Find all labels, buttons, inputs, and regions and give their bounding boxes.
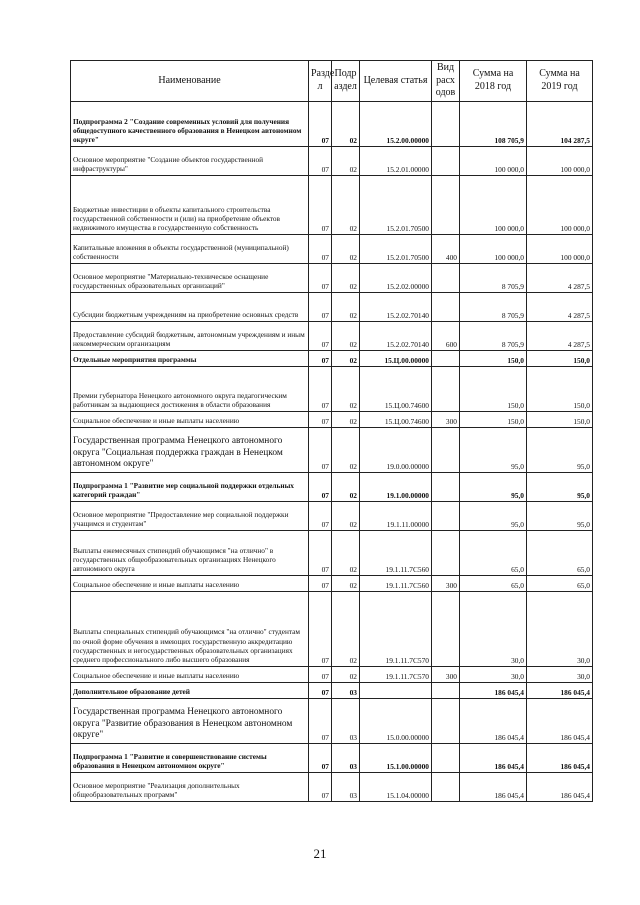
row-sum-2019: 4 287,5 (527, 263, 593, 292)
row-target: 15.Ц.00.74600 (360, 411, 432, 427)
row-vid (432, 698, 460, 743)
row-sum-2019: 100 000,0 (527, 175, 593, 234)
row-sum-2019: 186 045,4 (527, 698, 593, 743)
row-podrazdel: 03 (332, 682, 360, 698)
row-sum-2018: 65,0 (460, 530, 527, 575)
table-row (71, 591, 593, 666)
row-vid (432, 530, 460, 575)
row-sum-2018: 186 045,4 (460, 682, 527, 698)
row-sum-2018: 100 000,0 (460, 146, 527, 175)
row-sum-2018: 186 045,4 (460, 772, 527, 801)
row-name: Премии губернатора Ненецкого автономного округа педагогическим работникам за выдающиеся достижения в области образования (71, 366, 309, 411)
row-target: 15.2.01.70500 (360, 234, 432, 263)
table-row (71, 575, 593, 591)
row-sum-2019: 186 045,4 (527, 743, 593, 772)
row-name: Социальное обеспечение и иные выплаты населению (71, 411, 309, 427)
header-podrazdel: Подр аздел (332, 61, 360, 102)
row-name: Выплаты специальных стипендий обучающимся "на отлично" студентам по очной форме обучения в имеющих государственную аккредитацию государственных и негосударственных образовательных организациях среднего профессионального либо высшего образования (71, 591, 309, 666)
row-vid: 300 (432, 666, 460, 682)
row-name: Государственная программа Ненецкого автономного округа "Развитие образования в Ненецком автономном округе" (71, 698, 309, 743)
row-target: 15.2.01.00000 (360, 146, 432, 175)
row-razdel: 07 (309, 575, 332, 591)
table-row (71, 175, 593, 234)
row-razdel: 07 (309, 530, 332, 575)
row-sum-2019: 95,0 (527, 472, 593, 501)
row-sum-2018: 95,0 (460, 472, 527, 501)
row-target: 15.1.00.00000 (360, 743, 432, 772)
row-target: 15.1.04.00000 (360, 772, 432, 801)
row-podrazdel: 02 (332, 472, 360, 501)
row-sum-2019: 65,0 (527, 530, 593, 575)
row-target: 19.1.11.7С560 (360, 575, 432, 591)
row-razdel: 07 (309, 263, 332, 292)
row-podrazdel: 02 (332, 292, 360, 321)
row-sum-2019: 150,0 (527, 411, 593, 427)
row-name: Подпрограмма 2 "Создание современных условий для получения общедоступного качественного образования в Ненецком автономном округе" (71, 101, 309, 146)
table-row (71, 743, 593, 772)
table-row (71, 772, 593, 801)
row-razdel: 07 (309, 427, 332, 472)
header-sum-2019: Сумма на 2019 год (527, 61, 593, 102)
table-row (71, 234, 593, 263)
row-name: Предоставление субсидий бюджетным, автономным учреждениям и иным некоммерческим организациям (71, 321, 309, 350)
row-razdel: 07 (309, 366, 332, 411)
row-sum-2018: 95,0 (460, 501, 527, 530)
row-vid (432, 472, 460, 501)
row-sum-2018: 8 705,9 (460, 263, 527, 292)
row-podrazdel: 02 (332, 146, 360, 175)
row-sum-2019: 4 287,5 (527, 292, 593, 321)
row-podrazdel: 03 (332, 743, 360, 772)
header-target: Целевая статья (360, 61, 432, 102)
row-target: 19.1.11.00000 (360, 501, 432, 530)
row-razdel: 07 (309, 591, 332, 666)
row-podrazdel: 02 (332, 530, 360, 575)
row-podrazdel: 02 (332, 591, 360, 666)
table-row (71, 263, 593, 292)
row-name: Государственная программа Ненецкого автономного округа "Социальная поддержка граждан в Ненецком автономном округе" (71, 427, 309, 472)
row-target: 19.0.00.00000 (360, 427, 432, 472)
row-vid (432, 175, 460, 234)
row-sum-2018: 30,0 (460, 591, 527, 666)
row-target: 15.Ц.00.00000 (360, 350, 432, 366)
row-target: 15.2.02.70140 (360, 321, 432, 350)
table-row (71, 321, 593, 350)
row-razdel: 07 (309, 175, 332, 234)
row-name: Подпрограмма 1 "Развитие и совершенствование системы образования в Ненецком автономном округе" (71, 743, 309, 772)
row-razdel: 07 (309, 234, 332, 263)
row-podrazdel: 02 (332, 427, 360, 472)
table-row (71, 101, 593, 146)
row-vid: 300 (432, 411, 460, 427)
row-razdel: 07 (309, 101, 332, 146)
row-name: Основное мероприятие "Предоставление мер социальной поддержки учащимся и студентам" (71, 501, 309, 530)
row-sum-2018: 30,0 (460, 666, 527, 682)
row-razdel: 07 (309, 350, 332, 366)
row-name: Дополнительное образование детей (71, 682, 309, 698)
row-sum-2018: 150,0 (460, 411, 527, 427)
row-sum-2018: 150,0 (460, 366, 527, 411)
row-sum-2019: 30,0 (527, 666, 593, 682)
row-target: 19.1.11.7С570 (360, 666, 432, 682)
row-sum-2018: 186 045,4 (460, 698, 527, 743)
row-sum-2019: 100 000,0 (527, 234, 593, 263)
row-name: Выплаты ежемесячных стипендий обучающимся "на отлично" в государственных общеобразовательных организациях Ненецкого автономного округа (71, 530, 309, 575)
row-name: Капитальные вложения в объекты государственной (муниципальной) собственности (71, 234, 309, 263)
row-sum-2019: 65,0 (527, 575, 593, 591)
row-sum-2018: 186 045,4 (460, 743, 527, 772)
row-vid (432, 101, 460, 146)
table-row (71, 411, 593, 427)
row-target: 15.2.01.70500 (360, 175, 432, 234)
table-row (71, 472, 593, 501)
row-name: Основное мероприятие "Реализация дополнительных общеобразовательных программ" (71, 772, 309, 801)
table-row (71, 427, 593, 472)
table-row (71, 682, 593, 698)
row-sum-2018: 100 000,0 (460, 175, 527, 234)
row-sum-2019: 30,0 (527, 591, 593, 666)
row-sum-2019: 186 045,4 (527, 772, 593, 801)
row-vid (432, 772, 460, 801)
table-row (71, 501, 593, 530)
row-name: Социальное обеспечение и иные выплаты населению (71, 666, 309, 682)
row-podrazdel: 03 (332, 698, 360, 743)
row-vid (432, 682, 460, 698)
row-podrazdel: 02 (332, 350, 360, 366)
row-podrazdel: 02 (332, 234, 360, 263)
row-sum-2018: 65,0 (460, 575, 527, 591)
row-podrazdel: 03 (332, 772, 360, 801)
row-sum-2019: 150,0 (527, 350, 593, 366)
row-target: 15.2.02.70140 (360, 292, 432, 321)
row-podrazdel: 02 (332, 411, 360, 427)
row-vid: 300 (432, 575, 460, 591)
row-vid (432, 292, 460, 321)
row-podrazdel: 02 (332, 263, 360, 292)
table-body (71, 101, 593, 801)
row-sum-2019: 100 000,0 (527, 146, 593, 175)
row-target: 19.1.11.7С570 (360, 591, 432, 666)
row-sum-2019: 4 287,5 (527, 321, 593, 350)
row-target: 19.1.11.7С560 (360, 530, 432, 575)
table-header-row (71, 61, 593, 102)
header-razdel: Разде л (309, 61, 332, 102)
row-name: Подпрограмма 1 "Развитие мер социальной поддержки отдельных категорий граждан" (71, 472, 309, 501)
row-vid (432, 263, 460, 292)
table-row (71, 146, 593, 175)
header-name: Наименование (71, 61, 309, 102)
row-razdel: 07 (309, 743, 332, 772)
row-target: 15.2.02.00000 (360, 263, 432, 292)
row-name: Основное мероприятие "Создание объектов государственной инфраструктуры" (71, 146, 309, 175)
table-row (71, 292, 593, 321)
row-razdel: 07 (309, 501, 332, 530)
row-razdel: 07 (309, 321, 332, 350)
row-podrazdel: 02 (332, 501, 360, 530)
row-sum-2018: 8 705,9 (460, 321, 527, 350)
row-sum-2019: 104 287,5 (527, 101, 593, 146)
row-razdel: 07 (309, 682, 332, 698)
table-row (71, 530, 593, 575)
row-target: 15.2.00.00000 (360, 101, 432, 146)
row-vid (432, 501, 460, 530)
row-sum-2019: 150,0 (527, 366, 593, 411)
row-name: Основное мероприятие "Материально-техническое оснащение государственных образовательных организаций" (71, 263, 309, 292)
header-vid: Вид расх одов (432, 61, 460, 102)
table-row (71, 698, 593, 743)
page-number: 21 (313, 846, 327, 861)
table-row (71, 350, 593, 366)
row-podrazdel: 02 (332, 101, 360, 146)
row-sum-2018: 108 705,9 (460, 101, 527, 146)
row-razdel: 07 (309, 292, 332, 321)
row-podrazdel: 02 (332, 575, 360, 591)
row-vid (432, 350, 460, 366)
row-podrazdel: 02 (332, 666, 360, 682)
row-podrazdel: 02 (332, 321, 360, 350)
row-sum-2018: 100 000,0 (460, 234, 527, 263)
row-razdel: 07 (309, 472, 332, 501)
row-name: Субсидии бюджетным учреждениям на приобретение основных средств (71, 292, 309, 321)
table-row (71, 366, 593, 411)
row-vid (432, 591, 460, 666)
row-sum-2018: 150,0 (460, 350, 527, 366)
row-sum-2019: 95,0 (527, 427, 593, 472)
row-sum-2019: 186 045,4 (527, 682, 593, 698)
row-target: 15.0.00.00000 (360, 698, 432, 743)
row-sum-2018: 8 705,9 (460, 292, 527, 321)
row-name: Социальное обеспечение и иные выплаты населению (71, 575, 309, 591)
row-name: Бюджетные инвестиции в объекты капитального строительства государственной собственности и (или) на приобретение объектов недвижимого имущества в государственную собственность (71, 175, 309, 234)
row-name: Отдельные мероприятия программы (71, 350, 309, 366)
row-vid (432, 366, 460, 411)
row-sum-2018: 95,0 (460, 427, 527, 472)
row-vid (432, 743, 460, 772)
row-vid (432, 146, 460, 175)
row-vid (432, 427, 460, 472)
header-sum-2018: Сумма на 2018 год (460, 61, 527, 102)
table-row (71, 666, 593, 682)
row-sum-2019: 95,0 (527, 501, 593, 530)
row-razdel: 07 (309, 146, 332, 175)
row-podrazdel: 02 (332, 175, 360, 234)
row-target (360, 682, 432, 698)
row-razdel: 07 (309, 666, 332, 682)
row-razdel: 07 (309, 698, 332, 743)
row-vid: 400 (432, 234, 460, 263)
row-target: 15.Ц.00.74600 (360, 366, 432, 411)
budget-table (70, 60, 593, 802)
row-razdel: 07 (309, 411, 332, 427)
row-vid: 600 (432, 321, 460, 350)
row-podrazdel: 02 (332, 366, 360, 411)
row-razdel: 07 (309, 772, 332, 801)
row-target: 19.1.00.00000 (360, 472, 432, 501)
